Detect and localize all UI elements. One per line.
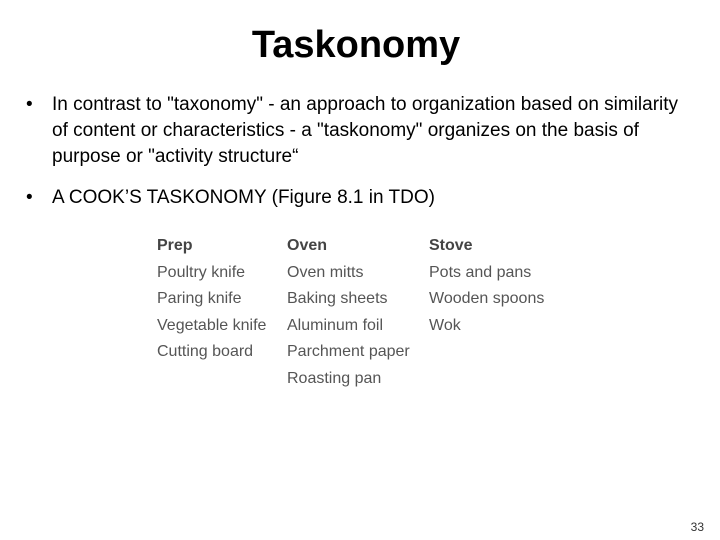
list-item: Aluminum foil bbox=[287, 316, 384, 334]
bullet-list bbox=[24, 92, 684, 211]
bullet-cooks-taskonomy bbox=[24, 185, 684, 211]
bullet-dot-icon: • bbox=[26, 94, 33, 115]
list-item: Baking sheets bbox=[287, 290, 388, 307]
list-item: Oven mitts bbox=[287, 263, 364, 281]
page-number: 33 bbox=[690, 520, 704, 534]
column-stove bbox=[429, 234, 544, 340]
list-item: Vegetable knife bbox=[157, 316, 267, 334]
list-item: Pots and pans bbox=[429, 263, 532, 281]
list-item: Cutting board bbox=[157, 343, 254, 360]
slide-title: Taskonomy bbox=[251, 24, 461, 66]
list-item: Parchment paper bbox=[287, 343, 410, 360]
bullet-text: A COOK’S TASKONOMY (Figure 8.1 in TDO) bbox=[52, 187, 435, 208]
list-item: Paring knife bbox=[157, 290, 242, 307]
list-item: Roasting pan bbox=[287, 369, 382, 387]
list-item: Poultry knife bbox=[157, 263, 246, 281]
column-header-stove: Stove bbox=[429, 237, 473, 254]
column-header-prep: Prep bbox=[157, 237, 193, 254]
bullet-dot-icon: • bbox=[26, 187, 33, 208]
list-item: Wooden spoons bbox=[429, 290, 545, 307]
bullet-taxonomy-definition bbox=[24, 92, 684, 170]
list-item: Wok bbox=[429, 316, 461, 334]
bullet-text: In contrast to "taxonomy" - an approach to organization based on similarity of content or characteristics - a "taskonomy" organizes on the basis of purpose or "activity structure“ bbox=[52, 94, 679, 167]
column-prep bbox=[157, 234, 266, 367]
column-header-oven: Oven bbox=[287, 237, 328, 254]
column-oven bbox=[287, 234, 410, 393]
